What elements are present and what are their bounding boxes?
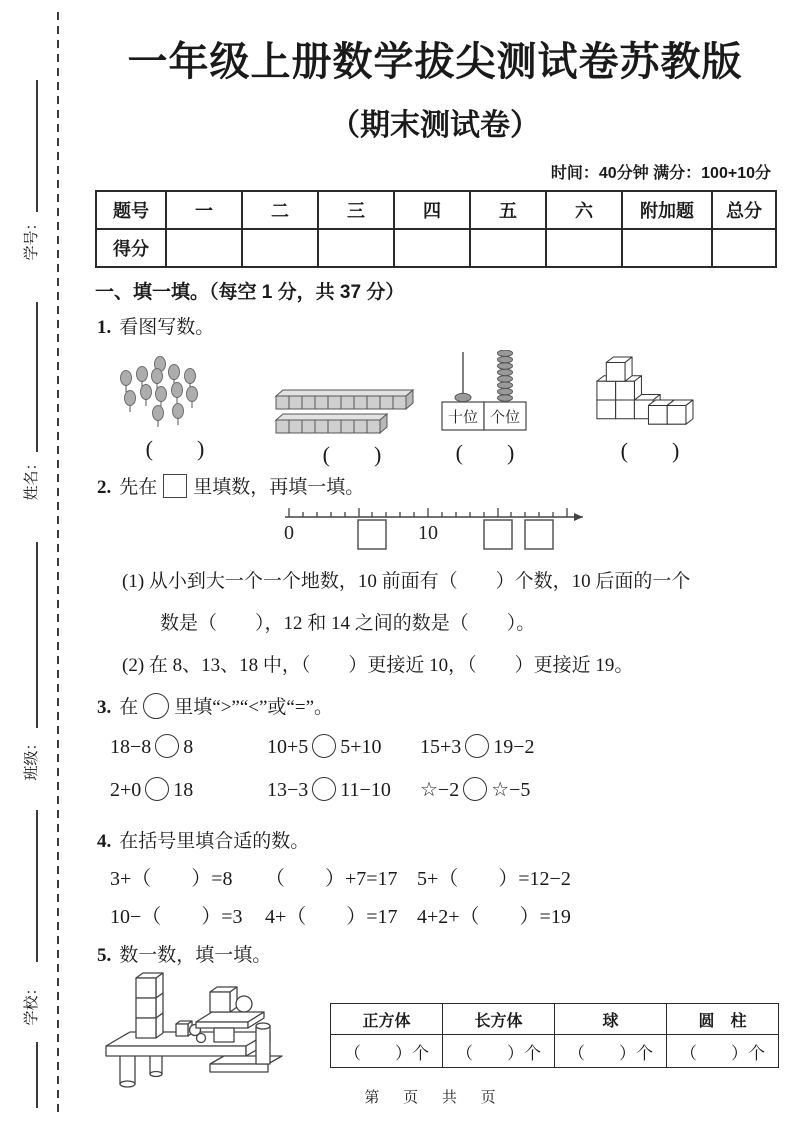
- score-table: [95, 190, 777, 268]
- time-score-info: 时间：40分钟 满分：100+10分: [550, 165, 771, 182]
- shape-count-blank: （ ）个: [331, 1035, 443, 1068]
- question-1-text: 看图写数。: [119, 317, 215, 338]
- section-one-heading: 一、填一填。（每空 1 分，共 37 分）: [95, 282, 405, 303]
- number-line-figure: [283, 505, 593, 555]
- question-2-sub1-line1: (1) 从小到大一个一个地数，10 前面有（ ）个数，10 后面的一个: [122, 571, 691, 592]
- number-line-fill-box: [484, 520, 512, 549]
- sidebar-label-student-id: 学号：: [23, 215, 40, 261]
- question-3-row-1: [95, 734, 785, 766]
- class-blank-line: [36, 542, 38, 728]
- shape-count-value-row: [331, 1035, 779, 1068]
- sidebar-label-name: 姓名：: [23, 455, 40, 501]
- question-4-text: 在括号里填合适的数。: [119, 831, 310, 852]
- score-cell-empty: [242, 229, 318, 267]
- name-blank-line: [36, 302, 38, 452]
- compare-circle: [145, 777, 169, 801]
- question-3-number: 3.: [97, 697, 112, 718]
- fill-equation: 4+2+（ ）=19: [417, 906, 571, 928]
- score-header-cell: 附加题: [622, 191, 712, 229]
- shape-count-blank: （ ）个: [667, 1035, 779, 1068]
- score-header-cell: 三: [318, 191, 394, 229]
- page-footer: 第 页 共 页: [364, 1090, 506, 1106]
- question-5-text: 数一数，填一填。: [119, 945, 272, 966]
- score-cell-empty: [166, 229, 242, 267]
- score-header-cell: 题号: [96, 191, 166, 229]
- figure-abacus: [420, 350, 550, 467]
- seal-dashed-line: [57, 12, 59, 1112]
- abacus-tens-label: 十位: [447, 410, 479, 426]
- comparison-item: 10+5 5+10: [267, 736, 382, 758]
- question-4-row-1: [95, 862, 785, 894]
- question-4-row-2: [95, 900, 785, 932]
- abacus-figure: [420, 350, 550, 434]
- score-header-cell: 六: [546, 191, 622, 229]
- page-subtitle: （期末测试卷）: [330, 109, 540, 142]
- question-3-text-pre: 在: [119, 697, 139, 718]
- fill-circle-glyph: [143, 693, 169, 719]
- score-cell-empty: [470, 229, 546, 267]
- page-title: 一年级上册数学拔尖测试卷苏教版: [127, 40, 743, 84]
- question-4-number: 4.: [97, 831, 112, 852]
- answer-blank: ( ): [145, 436, 205, 461]
- abacus-ones-label: 个位: [489, 410, 521, 426]
- question-2: [97, 472, 364, 499]
- shape-header-cube: 正方体: [331, 1004, 443, 1035]
- fill-equation: 5+（ ）=12−2: [417, 868, 571, 890]
- question-2-text-pre: 先在: [119, 477, 158, 498]
- number-line-fill-box: [525, 520, 553, 549]
- question-2-number: 2.: [97, 477, 112, 498]
- number-line: [283, 505, 593, 555]
- compare-circle: [463, 777, 487, 801]
- figure-blocks-scene: [98, 968, 313, 1093]
- number-line-fill-box: [358, 520, 386, 549]
- number-line-label-0: 0: [284, 522, 294, 544]
- fill-equation: （ ）+7=17: [265, 868, 398, 890]
- question-5: [97, 940, 271, 967]
- sidebar-label-class: 班级：: [23, 735, 40, 781]
- cube-sticks-figure: [272, 386, 432, 436]
- question-2-sub1-line2: 数是（ ），12 和 14 之间的数是（ ）。: [160, 613, 536, 634]
- comparison-item: 2+0 18: [110, 779, 194, 801]
- score-cell-empty: [712, 229, 776, 267]
- score-cell-empty: [394, 229, 470, 267]
- score-header-cell: 四: [394, 191, 470, 229]
- score-row-label: 得分: [96, 229, 166, 267]
- figure-cube-stack: [575, 350, 725, 465]
- shape-header-sphere: 球: [555, 1004, 667, 1035]
- tree-cluster-figure: [100, 350, 250, 430]
- question-3: [97, 692, 333, 719]
- question-5-number: 5.: [97, 945, 112, 966]
- student-id-blank-line: [36, 80, 38, 212]
- question-2-sub2: (2) 在 8、13、18 中，（ ）更接近 10，（ ）更接近 19。: [122, 655, 634, 676]
- answer-blank: ( ): [455, 440, 515, 465]
- compare-circle: [312, 734, 336, 758]
- fill-equation: 10−（ ）=3: [110, 906, 243, 928]
- score-header-cell: 总分: [712, 191, 776, 229]
- bottom-blank-line: [36, 1042, 38, 1108]
- shape-count-blank: （ ）个: [443, 1035, 555, 1068]
- number-line-label-10: 10: [418, 522, 438, 544]
- score-cell-empty: [622, 229, 712, 267]
- score-header-cell: 一: [166, 191, 242, 229]
- comparison-item: 15+3 19−2: [420, 736, 535, 758]
- score-cell-empty: [546, 229, 622, 267]
- question-1: [97, 312, 214, 339]
- score-header-cell: 二: [242, 191, 318, 229]
- question-3-row-2: [95, 777, 785, 809]
- shape-count-header-row: [331, 1004, 779, 1035]
- score-cell-empty: [318, 229, 394, 267]
- shape-count-blank: （ ）个: [555, 1035, 667, 1068]
- compare-circle: [465, 734, 489, 758]
- comparison-item: 13−3 11−10: [267, 779, 391, 801]
- fill-equation: 3+（ ）=8: [110, 868, 233, 890]
- score-value-row: [96, 229, 776, 267]
- cube-stack-figure: [575, 350, 711, 432]
- school-blank-line: [36, 810, 38, 962]
- comparison-item: ☆−2 ☆−5: [420, 779, 531, 801]
- sidebar-label-school: 学校：: [23, 980, 40, 1026]
- question-1-number: 1.: [97, 317, 112, 338]
- shape-count-table: [330, 1003, 779, 1068]
- answer-blank: ( ): [620, 438, 680, 463]
- figure-cube-sticks: [272, 350, 432, 469]
- comparison-item: 18−8 8: [110, 736, 194, 758]
- figure-tree-count: [100, 350, 250, 463]
- shape-header-cuboid: 长方体: [443, 1004, 555, 1035]
- shape-header-cylinder: 圆 柱: [667, 1004, 779, 1035]
- fill-box-glyph: [163, 474, 187, 498]
- question-2-text-post: 里填数，再填一填。: [193, 477, 365, 498]
- blocks-scene-figure: [98, 968, 313, 1093]
- fill-equation: 4+（ ）=17: [265, 906, 398, 928]
- compare-circle: [312, 777, 336, 801]
- answer-blank: ( ): [322, 442, 382, 467]
- question-4: [97, 826, 309, 853]
- score-header-row: [96, 191, 776, 229]
- compare-circle: [155, 734, 179, 758]
- question-3-text-post: 里填“>”“<”或“=”。: [174, 697, 334, 718]
- score-header-cell: 五: [470, 191, 546, 229]
